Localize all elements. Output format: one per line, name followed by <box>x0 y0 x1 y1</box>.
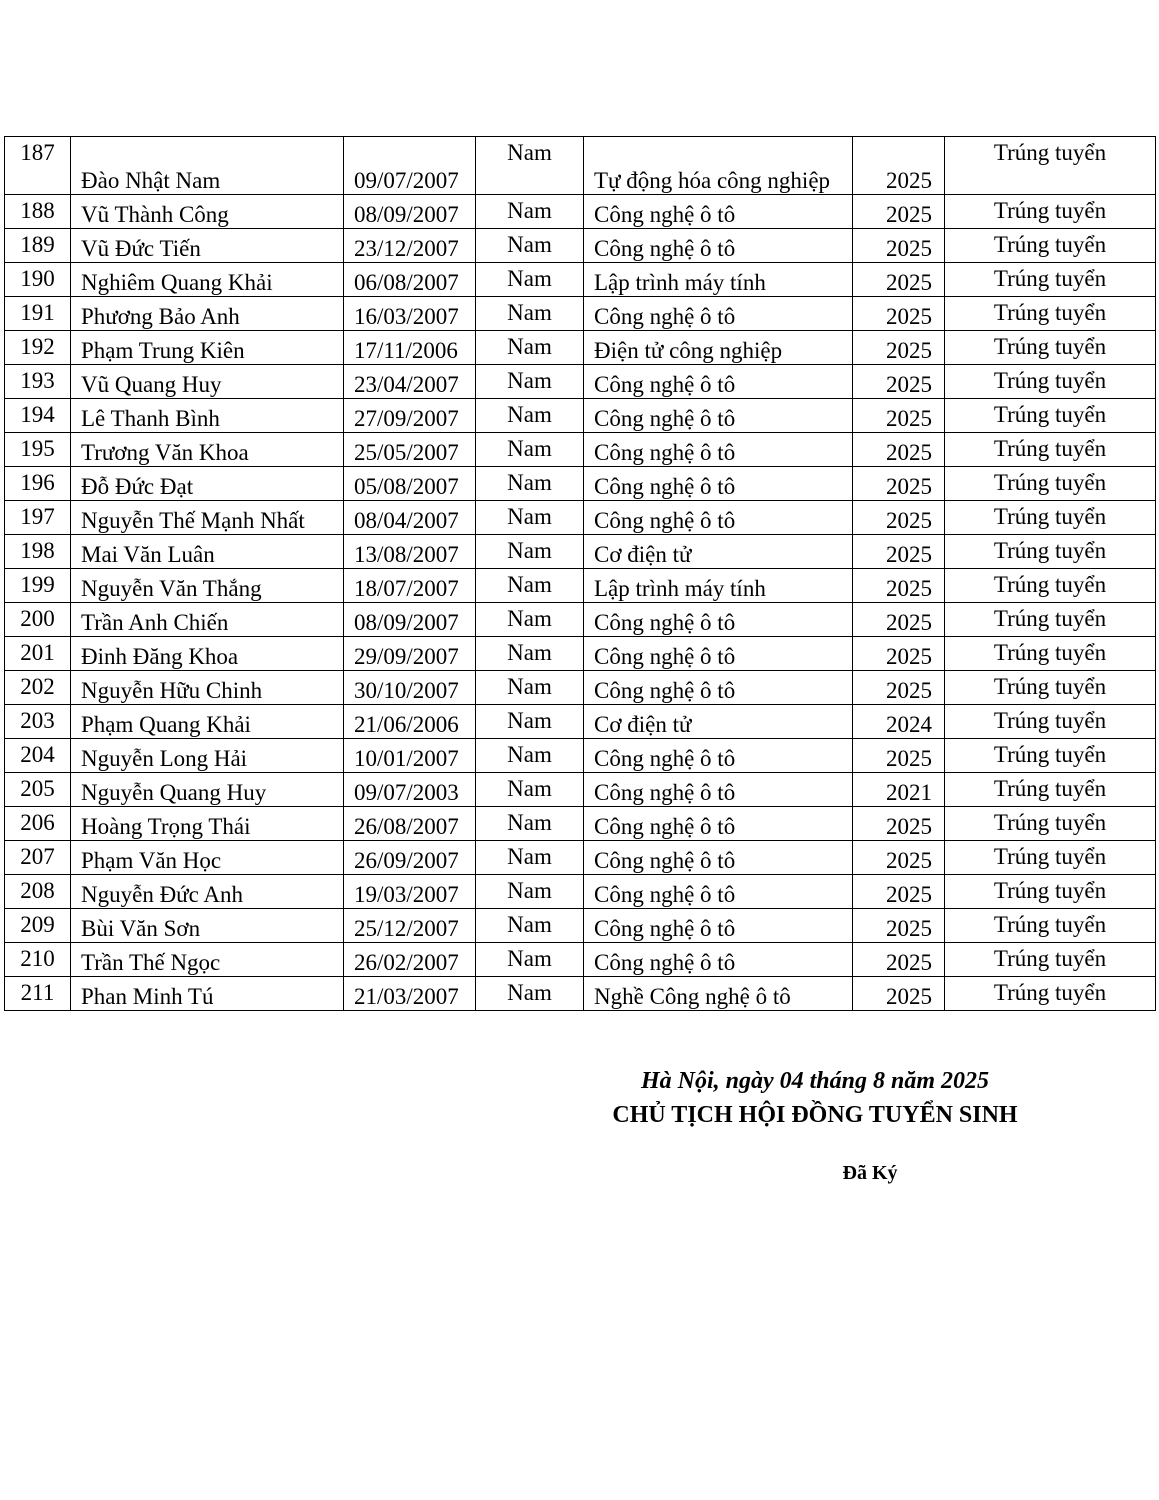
result-status-cell: Trúng tuyển <box>945 569 1156 603</box>
row-number-cell: 193 <box>5 365 71 399</box>
major-cell: Tự động hóa công nghiệp <box>584 137 853 195</box>
date-of-birth-cell: 09/07/2003 <box>344 773 476 807</box>
gender-cell: Nam <box>476 229 584 263</box>
table-row <box>5 739 1156 773</box>
table-row <box>5 433 1156 467</box>
table-row <box>5 467 1156 501</box>
major-cell: Công nghệ ô tô <box>584 671 853 705</box>
row-number-cell: 204 <box>5 739 71 773</box>
table-row <box>5 297 1156 331</box>
year-cell: 2021 <box>853 773 945 807</box>
result-status-cell: Trúng tuyển <box>945 841 1156 875</box>
gender-cell: Nam <box>476 603 584 637</box>
date-of-birth-cell: 26/08/2007 <box>344 807 476 841</box>
date-of-birth-cell: 08/04/2007 <box>344 501 476 535</box>
result-status-cell: Trúng tuyển <box>945 603 1156 637</box>
table-row <box>5 365 1156 399</box>
year-cell: 2025 <box>853 569 945 603</box>
result-status-cell: Trúng tuyển <box>945 705 1156 739</box>
table-row <box>5 909 1156 943</box>
student-name-cell: Nguyễn Đức Anh <box>71 875 344 909</box>
gender-cell: Nam <box>476 501 584 535</box>
table-row <box>5 773 1156 807</box>
table-row <box>5 943 1156 977</box>
row-number-cell: 195 <box>5 433 71 467</box>
gender-cell: Nam <box>476 875 584 909</box>
date-of-birth-cell: 17/11/2006 <box>344 331 476 365</box>
date-of-birth-cell: 26/02/2007 <box>344 943 476 977</box>
year-cell: 2025 <box>853 875 945 909</box>
date-of-birth-cell: 23/04/2007 <box>344 365 476 399</box>
student-name-cell: Phạm Văn Học <box>71 841 344 875</box>
result-status-cell: Trúng tuyển <box>945 807 1156 841</box>
gender-cell: Nam <box>476 467 584 501</box>
year-cell: 2025 <box>853 671 945 705</box>
major-cell: Công nghệ ô tô <box>584 875 853 909</box>
major-cell: Công nghệ ô tô <box>584 467 853 501</box>
major-cell: Nghề Công nghệ ô tô <box>584 977 853 1011</box>
year-cell: 2025 <box>853 739 945 773</box>
gender-cell: Nam <box>476 137 584 195</box>
student-name-cell: Bùi Văn Sơn <box>71 909 344 943</box>
year-cell: 2025 <box>853 977 945 1011</box>
year-cell: 2025 <box>853 841 945 875</box>
student-name-cell: Phan Minh Tú <box>71 977 344 1011</box>
table-row <box>5 637 1156 671</box>
result-status-cell: Trúng tuyển <box>945 773 1156 807</box>
gender-cell: Nam <box>476 705 584 739</box>
major-cell: Công nghệ ô tô <box>584 297 853 331</box>
date-of-birth-cell: 26/09/2007 <box>344 841 476 875</box>
major-cell: Cơ điện tử <box>584 535 853 569</box>
gender-cell: Nam <box>476 977 584 1011</box>
gender-cell: Nam <box>476 433 584 467</box>
student-name-cell: Nguyễn Văn Thắng <box>71 569 344 603</box>
row-number-cell: 202 <box>5 671 71 705</box>
student-name-cell: Đinh Đăng Khoa <box>71 637 344 671</box>
year-cell: 2025 <box>853 535 945 569</box>
signature-title: CHỦ TỊCH HỘI ĐỒNG TUYỂN SINH <box>612 1102 1018 1128</box>
major-cell: Lập trình máy tính <box>584 569 853 603</box>
year-cell: 2025 <box>853 501 945 535</box>
major-cell: Công nghệ ô tô <box>584 807 853 841</box>
year-cell: 2025 <box>853 263 945 297</box>
row-number-cell: 210 <box>5 943 71 977</box>
student-name-cell: Lê Thanh Bình <box>71 399 344 433</box>
row-number-cell: 206 <box>5 807 71 841</box>
gender-cell: Nam <box>476 671 584 705</box>
row-number-cell: 190 <box>5 263 71 297</box>
admission-results-table <box>4 136 1156 1011</box>
table-row <box>5 399 1156 433</box>
signature-date-line: Hà Nội, ngày 04 tháng 8 năm 2025 <box>640 1068 990 1094</box>
result-status-cell: Trúng tuyển <box>945 331 1156 365</box>
student-name-cell: Nghiêm Quang Khải <box>71 263 344 297</box>
student-name-cell: Nguyễn Thế Mạnh Nhất <box>71 501 344 535</box>
table-row <box>5 977 1156 1011</box>
gender-cell: Nam <box>476 331 584 365</box>
result-status-cell: Trúng tuyển <box>945 535 1156 569</box>
year-cell: 2025 <box>853 137 945 195</box>
table-row <box>5 229 1156 263</box>
student-name-cell: Nguyễn Long Hải <box>71 739 344 773</box>
year-cell: 2025 <box>853 399 945 433</box>
gender-cell: Nam <box>476 637 584 671</box>
result-status-cell: Trúng tuyển <box>945 195 1156 229</box>
major-cell: Công nghệ ô tô <box>584 399 853 433</box>
year-cell: 2025 <box>853 297 945 331</box>
date-of-birth-cell: 27/09/2007 <box>344 399 476 433</box>
student-name-cell: Phạm Trung Kiên <box>71 331 344 365</box>
table-body <box>5 137 1156 1011</box>
year-cell: 2025 <box>853 807 945 841</box>
gender-cell: Nam <box>476 399 584 433</box>
student-name-cell: Trần Thế Ngọc <box>71 943 344 977</box>
result-status-cell: Trúng tuyển <box>945 909 1156 943</box>
major-cell: Lập trình máy tính <box>584 263 853 297</box>
table-row <box>5 331 1156 365</box>
year-cell: 2025 <box>853 433 945 467</box>
major-cell: Công nghệ ô tô <box>584 433 853 467</box>
student-name-cell: Phạm Quang Khải <box>71 705 344 739</box>
table-row <box>5 671 1156 705</box>
date-of-birth-cell: 08/09/2007 <box>344 195 476 229</box>
gender-cell: Nam <box>476 943 584 977</box>
student-name-cell: Trương Văn Khoa <box>71 433 344 467</box>
row-number-cell: 208 <box>5 875 71 909</box>
gender-cell: Nam <box>476 807 584 841</box>
major-cell: Công nghệ ô tô <box>584 637 853 671</box>
year-cell: 2025 <box>853 603 945 637</box>
date-of-birth-cell: 25/12/2007 <box>344 909 476 943</box>
row-number-cell: 205 <box>5 773 71 807</box>
row-number-cell: 192 <box>5 331 71 365</box>
student-name-cell: Đào Nhật Nam <box>71 137 344 195</box>
year-cell: 2025 <box>853 909 945 943</box>
table-row <box>5 603 1156 637</box>
result-status-cell: Trúng tuyển <box>945 977 1156 1011</box>
major-cell: Công nghệ ô tô <box>584 943 853 977</box>
result-status-cell: Trúng tuyển <box>945 297 1156 331</box>
year-cell: 2025 <box>853 637 945 671</box>
major-cell: Công nghệ ô tô <box>584 229 853 263</box>
result-status-cell: Trúng tuyển <box>945 671 1156 705</box>
gender-cell: Nam <box>476 263 584 297</box>
result-status-cell: Trúng tuyển <box>945 399 1156 433</box>
major-cell: Điện tử công nghiệp <box>584 331 853 365</box>
major-cell: Công nghệ ô tô <box>584 841 853 875</box>
row-number-cell: 211 <box>5 977 71 1011</box>
major-cell: Công nghệ ô tô <box>584 603 853 637</box>
result-status-cell: Trúng tuyển <box>945 467 1156 501</box>
year-cell: 2024 <box>853 705 945 739</box>
table-row <box>5 705 1156 739</box>
major-cell: Công nghệ ô tô <box>584 365 853 399</box>
major-cell: Công nghệ ô tô <box>584 501 853 535</box>
student-name-cell: Hoàng Trọng Thái <box>71 807 344 841</box>
row-number-cell: 197 <box>5 501 71 535</box>
row-number-cell: 187 <box>5 137 71 195</box>
student-name-cell: Nguyễn Quang Huy <box>71 773 344 807</box>
row-number-cell: 191 <box>5 297 71 331</box>
date-of-birth-cell: 25/05/2007 <box>344 433 476 467</box>
date-of-birth-cell: 13/08/2007 <box>344 535 476 569</box>
student-name-cell: Nguyễn Hữu Chinh <box>71 671 344 705</box>
date-of-birth-cell: 18/07/2007 <box>344 569 476 603</box>
year-cell: 2025 <box>853 331 945 365</box>
signature-signed-label: Đã Ký <box>842 1162 898 1184</box>
date-of-birth-cell: 23/12/2007 <box>344 229 476 263</box>
result-status-cell: Trúng tuyển <box>945 637 1156 671</box>
year-cell: 2025 <box>853 229 945 263</box>
gender-cell: Nam <box>476 841 584 875</box>
student-name-cell: Vũ Đức Tiến <box>71 229 344 263</box>
year-cell: 2025 <box>853 195 945 229</box>
date-of-birth-cell: 08/09/2007 <box>344 603 476 637</box>
result-status-cell: Trúng tuyển <box>945 229 1156 263</box>
date-of-birth-cell: 21/03/2007 <box>344 977 476 1011</box>
date-of-birth-cell: 19/03/2007 <box>344 875 476 909</box>
row-number-cell: 207 <box>5 841 71 875</box>
gender-cell: Nam <box>476 569 584 603</box>
date-of-birth-cell: 05/08/2007 <box>344 467 476 501</box>
result-status-cell: Trúng tuyển <box>945 501 1156 535</box>
student-name-cell: Vũ Quang Huy <box>71 365 344 399</box>
gender-cell: Nam <box>476 195 584 229</box>
row-number-cell: 194 <box>5 399 71 433</box>
gender-cell: Nam <box>476 535 584 569</box>
row-number-cell: 200 <box>5 603 71 637</box>
student-name-cell: Mai Văn Luân <box>71 535 344 569</box>
table-row <box>5 875 1156 909</box>
table-row <box>5 195 1156 229</box>
row-number-cell: 196 <box>5 467 71 501</box>
student-name-cell: Trần Anh Chiến <box>71 603 344 637</box>
table-row <box>5 807 1156 841</box>
student-name-cell: Phương Bảo Anh <box>71 297 344 331</box>
result-status-cell: Trúng tuyển <box>945 433 1156 467</box>
date-of-birth-cell: 29/09/2007 <box>344 637 476 671</box>
date-of-birth-cell: 09/07/2007 <box>344 137 476 195</box>
student-name-cell: Vũ Thành Công <box>71 195 344 229</box>
date-of-birth-cell: 21/06/2006 <box>344 705 476 739</box>
table-row <box>5 535 1156 569</box>
result-status-cell: Trúng tuyển <box>945 137 1156 195</box>
result-status-cell: Trúng tuyển <box>945 739 1156 773</box>
result-status-cell: Trúng tuyển <box>945 943 1156 977</box>
major-cell: Công nghệ ô tô <box>584 909 853 943</box>
date-of-birth-cell: 16/03/2007 <box>344 297 476 331</box>
major-cell: Công nghệ ô tô <box>584 773 853 807</box>
row-number-cell: 189 <box>5 229 71 263</box>
row-number-cell: 203 <box>5 705 71 739</box>
date-of-birth-cell: 30/10/2007 <box>344 671 476 705</box>
result-status-cell: Trúng tuyển <box>945 263 1156 297</box>
year-cell: 2025 <box>853 365 945 399</box>
year-cell: 2025 <box>853 943 945 977</box>
row-number-cell: 188 <box>5 195 71 229</box>
major-cell: Công nghệ ô tô <box>584 739 853 773</box>
row-number-cell: 198 <box>5 535 71 569</box>
major-cell: Công nghệ ô tô <box>584 195 853 229</box>
gender-cell: Nam <box>476 739 584 773</box>
table-row <box>5 501 1156 535</box>
table-row <box>5 263 1156 297</box>
year-cell: 2025 <box>853 467 945 501</box>
date-of-birth-cell: 06/08/2007 <box>344 263 476 297</box>
result-status-cell: Trúng tuyển <box>945 875 1156 909</box>
row-number-cell: 201 <box>5 637 71 671</box>
date-of-birth-cell: 10/01/2007 <box>344 739 476 773</box>
gender-cell: Nam <box>476 297 584 331</box>
result-status-cell: Trúng tuyển <box>945 365 1156 399</box>
major-cell: Cơ điện tử <box>584 705 853 739</box>
row-number-cell: 209 <box>5 909 71 943</box>
row-number-cell: 199 <box>5 569 71 603</box>
student-name-cell: Đỗ Đức Đạt <box>71 467 344 501</box>
table-row <box>5 137 1156 195</box>
gender-cell: Nam <box>476 773 584 807</box>
gender-cell: Nam <box>476 365 584 399</box>
gender-cell: Nam <box>476 909 584 943</box>
table-row <box>5 569 1156 603</box>
table-row <box>5 841 1156 875</box>
